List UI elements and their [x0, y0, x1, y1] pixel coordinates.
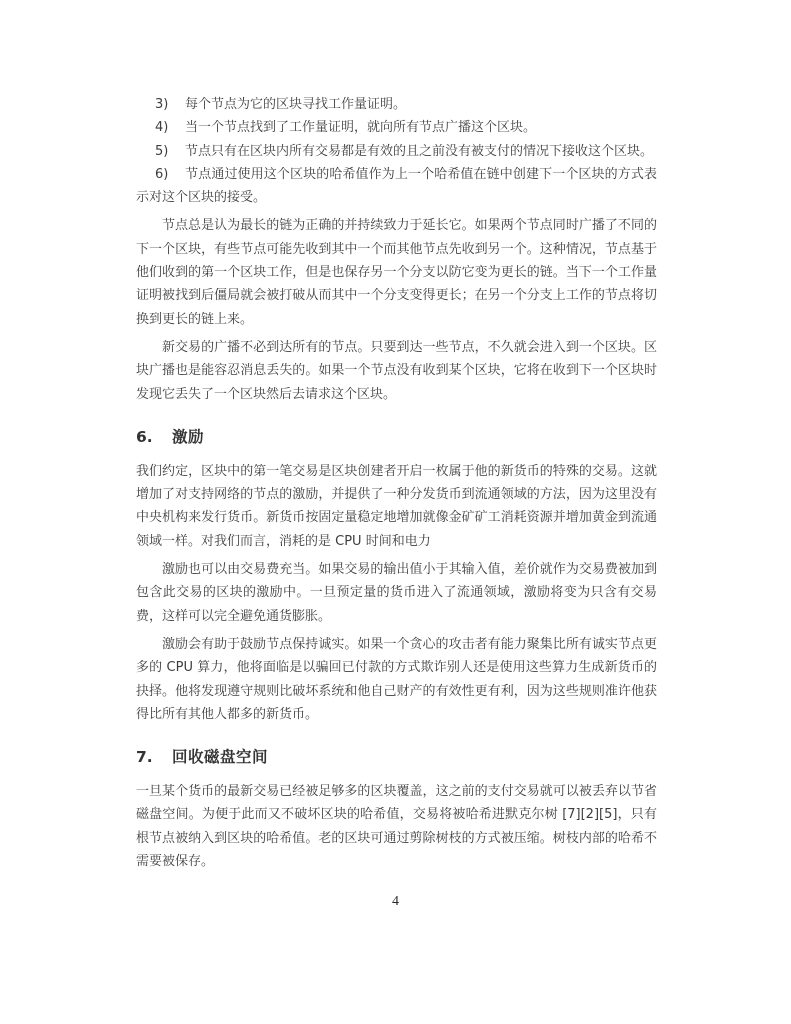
list-item-number: 6)	[155, 166, 169, 182]
list-item-text: 每个节点为它的区块寻找工作量证明。	[185, 97, 407, 112]
page-content	[136, 0, 657, 873]
section-number: 7.	[136, 748, 153, 767]
list-item-number: 3)	[155, 97, 169, 112]
list-item-number: 4)	[155, 120, 169, 136]
list-item-text: 节点通过使用这个区块的哈希值作为上一个哈希值在链中创建下一个区块的方式表示对这个区块的接受。	[136, 166, 657, 206]
section-number: 6.	[136, 427, 153, 446]
list-item-text: 当一个节点找到了工作量证明，就向所有节点广播这个区块。	[185, 120, 537, 136]
list-item-number: 5)	[155, 143, 169, 159]
list-item-5	[136, 140, 657, 163]
section-heading-incentive	[136, 425, 657, 447]
section-title: 回收磁盘空间	[172, 748, 269, 767]
list-item-3	[136, 93, 657, 116]
paragraph-transaction-fees: 激励也可以由交易费充当。如果交易的输出值小于其输入值，差价就作为交易费被加到包含此交易的区块的激励中。一旦预定量的货币进入了流通领域，激励将变为只含有交易费，这样可以完全避免通货膨胀。	[136, 562, 657, 624]
paragraph-merkle-tree: 一旦某个货币的最新交易已经被足够多的区块覆盖，这之前的支付交易就可以被丢弃以节省磁盘空间。为便于此而又不破坏区块的哈希值，交易将被哈希进默克尔树 [7][2][5]，只有根节点被纳入到区块的哈希值。老的区块可通过剪除树枝的方式被压缩。树枝内部的哈希不需要被保存。	[136, 784, 657, 870]
list-item-6	[136, 163, 657, 210]
section-title: 激励	[172, 427, 205, 446]
paragraph-honest-nodes: 激励会有助于鼓励节点保持诚实。如果一个贪心的攻击者有能力聚集比所有诚实节点更多的 CPU 算力，他将面临是以骗回已付款的方式欺诈别人还是使用这些算力生成新货币的抉择。他将发现遵守规则比破坏系统和他自己财产的有效性更有利，因为这些规则准许他获得比所有其他人都多的新货币。	[136, 636, 657, 722]
list-item-4	[136, 116, 657, 139]
paragraph-first-transaction: 我们约定，区块中的第一笔交易是区块创建者开启一枚属于他的新货币的特殊的交易。这就增加了对支持网络的节点的激励，并提供了一种分发货币到流通领域的方法，因为这里没有中央机构来发行货币。新货币按固定量稳定地增加就像金矿矿工消耗资源并增加黄金到流通领域一样。对我们而言，消耗的是 CPU 时间和电力	[136, 463, 657, 549]
paragraph-longest-chain: 节点总是认为最长的链为正确的并持续致力于延长它。如果两个节点同时广播了不同的下一个区块，有些节点可能先收到其中一个而其他节点先收到另一个。这种情况，节点基于他们收到的第一个区块工作，但是也保存另一个分支以防它变为更长的链。当下一个工作量证明被找到后僵局就会被打破从而其中一个分支变得更长；在另一个分支上工作的节点将切换到更长的链上来。	[136, 218, 657, 327]
paragraph-broadcast-tolerance: 新交易的广播不必到达所有的节点。只要到达一些节点，不久就会进入到一个区块。区块广播也是能容忍消息丢失的。如果一个节点没有收到某个区块，它将在收到下一个区块时发现它丢失了一个区块然后去请求这个区块。	[136, 339, 657, 402]
list-item-text: 节点只有在区块内所有交易都是有效的且之前没有被支付的情况下接收这个区块。	[185, 143, 654, 159]
section-heading-disk-space	[136, 745, 657, 767]
page-number: 4	[392, 894, 399, 909]
